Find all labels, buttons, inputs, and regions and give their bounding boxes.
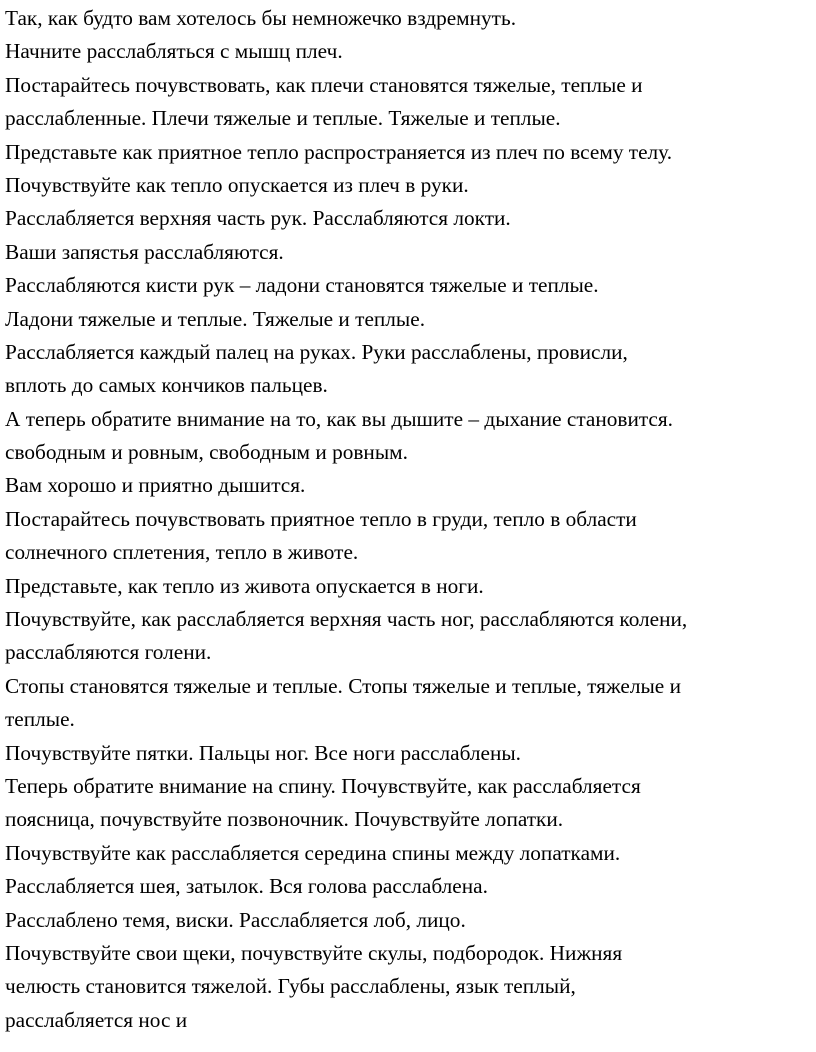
text-line: Расслаблено темя, виски. Расслабляется лоб, лицо. (5, 907, 466, 932)
text-line: Почувствуйте свои щеки, почувствуйте скулы, подбородок. Нижняя (5, 940, 623, 965)
document-page (5, 2, 813, 1037)
text-line: Постарайтесь почувствовать, как плечи становятся тяжелые, теплые и (5, 72, 643, 97)
text-line: поясница, почувствуйте позвоночник. Почувствуйте лопатки. (5, 807, 564, 832)
text-line: Расслабляется верхняя часть рук. Расслабляются локти. (5, 206, 511, 231)
text-line: Стопы становятся тяжелые и теплые. Стопы тяжелые и теплые, тяжелые и (5, 673, 681, 698)
text-line: Так, как будто вам хотелось бы немножечко вздремнуть. (5, 6, 517, 30)
text-line: Расслабляется шея, затылок. Вся голова расслаблена. (5, 874, 488, 899)
text-line: Ладони тяжелые и теплые. Тяжелые и теплые. (5, 306, 426, 331)
text-line: Расслабляется каждый палец на руках. Руки расслаблены, провисли, (5, 339, 628, 364)
text-line: свободным и ровным, свободным и ровным. (5, 440, 408, 465)
text-line: Теперь обратите внимание на спину. Почувствуйте, как расслабляется (5, 773, 641, 798)
text-line: Ваши запястья расслабляются. (5, 239, 284, 264)
text-line: расслабляются голени. (5, 640, 212, 665)
text-line: челюсть становится тяжелой. Губы расслаблены, язык теплый, (5, 974, 576, 999)
text-line: Постарайтесь почувствовать приятное тепло в груди, тепло в области (5, 506, 637, 531)
text-line: вплоть до самых кончиков пальцев. (5, 373, 328, 398)
text-line: А теперь обратите внимание на то, как вы дышите – дыхание становится. (5, 406, 674, 431)
text-line: Почувствуйте как тепло опускается из плеч в руки. (5, 172, 469, 197)
text-line: расслабляется нос и (5, 1007, 188, 1032)
text-line: Почувствуйте, как расслабляется верхняя часть ног, расслабляются колени, (5, 607, 688, 632)
text-line: расслабленные. Плечи тяжелые и теплые. Тяжелые и теплые. (5, 106, 561, 131)
text-line: теплые. (5, 707, 75, 732)
text-line: солнечного сплетения, тепло в животе. (5, 540, 359, 565)
text-line: Расслабляются кисти рук – ладони становятся тяжелые и теплые. (5, 273, 599, 298)
text-line: Представьте как приятное тепло распространяется из плеч по всему телу. (5, 139, 673, 164)
text-line: Почувствуйте как расслабляется середина спины между лопатками. (5, 840, 621, 865)
text-line: Представьте, как тепло из живота опускается в ноги. (5, 573, 484, 598)
text-line: Вам хорошо и приятно дышится. (5, 473, 306, 498)
text-line: Начните расслабляться с мышц плеч. (5, 39, 343, 64)
text-line: Почувствуйте пятки. Пальцы ног. Все ноги расслаблены. (5, 740, 521, 765)
